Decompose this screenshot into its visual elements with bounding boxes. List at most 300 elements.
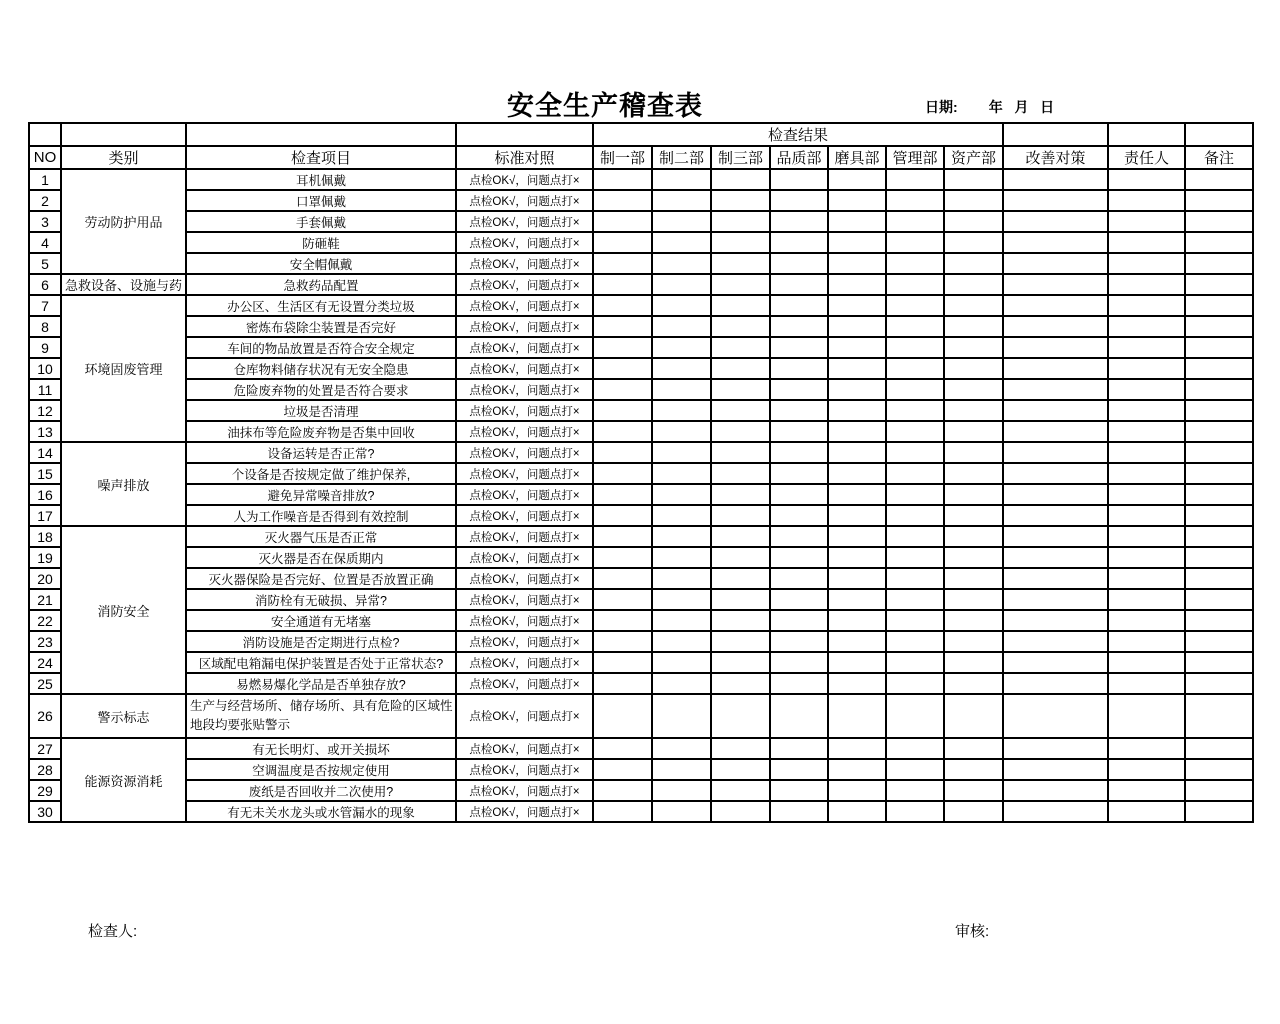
result-cell-dept-1[interactable] — [593, 421, 652, 442]
result-cell-dept-4[interactable] — [770, 421, 828, 442]
result-cell-dept-5[interactable] — [828, 738, 886, 759]
result-cell-dept-6[interactable] — [886, 337, 944, 358]
result-cell-dept-7[interactable] — [944, 484, 1003, 505]
reviewer-signature-label[interactable]: 审核: — [955, 923, 990, 940]
result-cell-dept-3[interactable] — [711, 610, 770, 631]
result-cell-dept-7[interactable] — [944, 421, 1003, 442]
result-cell-dept-4[interactable] — [770, 652, 828, 673]
result-cell-dept-6[interactable] — [886, 295, 944, 316]
result-cell-dept-7[interactable] — [944, 652, 1003, 673]
result-cell-dept-1[interactable] — [593, 316, 652, 337]
result-cell-dept-7[interactable] — [944, 358, 1003, 379]
result-cell-dept-6[interactable] — [886, 232, 944, 253]
result-cell-dept-7[interactable] — [944, 568, 1003, 589]
result-cell-dept-3[interactable] — [711, 295, 770, 316]
result-cell-dept-3[interactable] — [711, 169, 770, 190]
remark-cell[interactable] — [1185, 589, 1253, 610]
remark-cell[interactable] — [1185, 463, 1253, 484]
responsible-cell[interactable] — [1108, 652, 1185, 673]
result-cell-dept-2[interactable] — [652, 358, 711, 379]
result-cell-dept-6[interactable] — [886, 484, 944, 505]
responsible-cell[interactable] — [1108, 801, 1185, 822]
result-cell-dept-5[interactable] — [828, 295, 886, 316]
result-cell-dept-3[interactable] — [711, 337, 770, 358]
result-cell-dept-3[interactable] — [711, 759, 770, 780]
remark-cell[interactable] — [1185, 505, 1253, 526]
result-cell-dept-3[interactable] — [711, 631, 770, 652]
responsible-cell[interactable] — [1108, 694, 1185, 738]
result-cell-dept-6[interactable] — [886, 379, 944, 400]
result-cell-dept-3[interactable] — [711, 673, 770, 694]
result-cell-dept-5[interactable] — [828, 442, 886, 463]
result-cell-dept-2[interactable] — [652, 190, 711, 211]
countermeasure-cell[interactable] — [1003, 463, 1108, 484]
result-cell-dept-3[interactable] — [711, 526, 770, 547]
result-cell-dept-2[interactable] — [652, 274, 711, 295]
result-cell-dept-5[interactable] — [828, 759, 886, 780]
remark-cell[interactable] — [1185, 631, 1253, 652]
remark-cell[interactable] — [1185, 610, 1253, 631]
remark-cell[interactable] — [1185, 379, 1253, 400]
result-cell-dept-3[interactable] — [711, 652, 770, 673]
remark-cell[interactable] — [1185, 801, 1253, 822]
result-cell-dept-2[interactable] — [652, 232, 711, 253]
countermeasure-cell[interactable] — [1003, 631, 1108, 652]
result-cell-dept-1[interactable] — [593, 484, 652, 505]
result-cell-dept-7[interactable] — [944, 505, 1003, 526]
result-cell-dept-7[interactable] — [944, 673, 1003, 694]
result-cell-dept-2[interactable] — [652, 694, 711, 738]
result-cell-dept-6[interactable] — [886, 190, 944, 211]
result-cell-dept-3[interactable] — [711, 568, 770, 589]
responsible-cell[interactable] — [1108, 673, 1185, 694]
responsible-cell[interactable] — [1108, 759, 1185, 780]
result-cell-dept-7[interactable] — [944, 400, 1003, 421]
countermeasure-cell[interactable] — [1003, 211, 1108, 232]
result-cell-dept-4[interactable] — [770, 295, 828, 316]
result-cell-dept-7[interactable] — [944, 780, 1003, 801]
result-cell-dept-1[interactable] — [593, 442, 652, 463]
countermeasure-cell[interactable] — [1003, 379, 1108, 400]
remark-cell[interactable] — [1185, 316, 1253, 337]
result-cell-dept-1[interactable] — [593, 526, 652, 547]
result-cell-dept-6[interactable] — [886, 274, 944, 295]
result-cell-dept-4[interactable] — [770, 316, 828, 337]
remark-cell[interactable] — [1185, 673, 1253, 694]
responsible-cell[interactable] — [1108, 505, 1185, 526]
countermeasure-cell[interactable] — [1003, 274, 1108, 295]
result-cell-dept-2[interactable] — [652, 738, 711, 759]
responsible-cell[interactable] — [1108, 232, 1185, 253]
countermeasure-cell[interactable] — [1003, 358, 1108, 379]
result-cell-dept-4[interactable] — [770, 801, 828, 822]
result-cell-dept-7[interactable] — [944, 190, 1003, 211]
result-cell-dept-2[interactable] — [652, 316, 711, 337]
countermeasure-cell[interactable] — [1003, 801, 1108, 822]
countermeasure-cell[interactable] — [1003, 610, 1108, 631]
result-cell-dept-1[interactable] — [593, 568, 652, 589]
result-cell-dept-3[interactable] — [711, 190, 770, 211]
result-cell-dept-4[interactable] — [770, 253, 828, 274]
result-cell-dept-5[interactable] — [828, 694, 886, 738]
responsible-cell[interactable] — [1108, 631, 1185, 652]
result-cell-dept-5[interactable] — [828, 232, 886, 253]
result-cell-dept-1[interactable] — [593, 780, 652, 801]
result-cell-dept-5[interactable] — [828, 568, 886, 589]
responsible-cell[interactable] — [1108, 190, 1185, 211]
remark-cell[interactable] — [1185, 526, 1253, 547]
result-cell-dept-2[interactable] — [652, 652, 711, 673]
result-cell-dept-1[interactable] — [593, 274, 652, 295]
result-cell-dept-3[interactable] — [711, 694, 770, 738]
result-cell-dept-3[interactable] — [711, 421, 770, 442]
result-cell-dept-3[interactable] — [711, 484, 770, 505]
countermeasure-cell[interactable] — [1003, 190, 1108, 211]
result-cell-dept-7[interactable] — [944, 738, 1003, 759]
responsible-cell[interactable] — [1108, 400, 1185, 421]
result-cell-dept-4[interactable] — [770, 463, 828, 484]
countermeasure-cell[interactable] — [1003, 738, 1108, 759]
result-cell-dept-1[interactable] — [593, 337, 652, 358]
remark-cell[interactable] — [1185, 568, 1253, 589]
countermeasure-cell[interactable] — [1003, 169, 1108, 190]
result-cell-dept-3[interactable] — [711, 211, 770, 232]
result-cell-dept-3[interactable] — [711, 400, 770, 421]
result-cell-dept-1[interactable] — [593, 673, 652, 694]
result-cell-dept-2[interactable] — [652, 780, 711, 801]
result-cell-dept-1[interactable] — [593, 694, 652, 738]
result-cell-dept-5[interactable] — [828, 484, 886, 505]
result-cell-dept-4[interactable] — [770, 379, 828, 400]
result-cell-dept-2[interactable] — [652, 442, 711, 463]
countermeasure-cell[interactable] — [1003, 484, 1108, 505]
result-cell-dept-7[interactable] — [944, 610, 1003, 631]
result-cell-dept-1[interactable] — [593, 505, 652, 526]
result-cell-dept-5[interactable] — [828, 673, 886, 694]
result-cell-dept-4[interactable] — [770, 526, 828, 547]
result-cell-dept-2[interactable] — [652, 759, 711, 780]
result-cell-dept-6[interactable] — [886, 652, 944, 673]
result-cell-dept-1[interactable] — [593, 589, 652, 610]
result-cell-dept-7[interactable] — [944, 547, 1003, 568]
result-cell-dept-4[interactable] — [770, 547, 828, 568]
result-cell-dept-2[interactable] — [652, 253, 711, 274]
countermeasure-cell[interactable] — [1003, 505, 1108, 526]
result-cell-dept-7[interactable] — [944, 759, 1003, 780]
responsible-cell[interactable] — [1108, 589, 1185, 610]
responsible-cell[interactable] — [1108, 379, 1185, 400]
result-cell-dept-5[interactable] — [828, 358, 886, 379]
result-cell-dept-3[interactable] — [711, 780, 770, 801]
result-cell-dept-6[interactable] — [886, 169, 944, 190]
result-cell-dept-1[interactable] — [593, 738, 652, 759]
result-cell-dept-7[interactable] — [944, 463, 1003, 484]
result-cell-dept-1[interactable] — [593, 190, 652, 211]
countermeasure-cell[interactable] — [1003, 780, 1108, 801]
result-cell-dept-1[interactable] — [593, 379, 652, 400]
result-cell-dept-6[interactable] — [886, 568, 944, 589]
result-cell-dept-4[interactable] — [770, 232, 828, 253]
responsible-cell[interactable] — [1108, 463, 1185, 484]
result-cell-dept-5[interactable] — [828, 780, 886, 801]
countermeasure-cell[interactable] — [1003, 400, 1108, 421]
result-cell-dept-6[interactable] — [886, 211, 944, 232]
result-cell-dept-6[interactable] — [886, 421, 944, 442]
remark-cell[interactable] — [1185, 253, 1253, 274]
result-cell-dept-6[interactable] — [886, 526, 944, 547]
result-cell-dept-7[interactable] — [944, 274, 1003, 295]
result-cell-dept-5[interactable] — [828, 379, 886, 400]
countermeasure-cell[interactable] — [1003, 337, 1108, 358]
result-cell-dept-3[interactable] — [711, 358, 770, 379]
result-cell-dept-1[interactable] — [593, 232, 652, 253]
result-cell-dept-7[interactable] — [944, 211, 1003, 232]
countermeasure-cell[interactable] — [1003, 295, 1108, 316]
remark-cell[interactable] — [1185, 358, 1253, 379]
result-cell-dept-7[interactable] — [944, 169, 1003, 190]
result-cell-dept-6[interactable] — [886, 358, 944, 379]
result-cell-dept-5[interactable] — [828, 463, 886, 484]
result-cell-dept-5[interactable] — [828, 253, 886, 274]
result-cell-dept-4[interactable] — [770, 673, 828, 694]
result-cell-dept-6[interactable] — [886, 400, 944, 421]
remark-cell[interactable] — [1185, 780, 1253, 801]
result-cell-dept-6[interactable] — [886, 610, 944, 631]
result-cell-dept-2[interactable] — [652, 379, 711, 400]
responsible-cell[interactable] — [1108, 484, 1185, 505]
responsible-cell[interactable] — [1108, 547, 1185, 568]
countermeasure-cell[interactable] — [1003, 253, 1108, 274]
remark-cell[interactable] — [1185, 547, 1253, 568]
result-cell-dept-2[interactable] — [652, 400, 711, 421]
result-cell-dept-2[interactable] — [652, 295, 711, 316]
remark-cell[interactable] — [1185, 169, 1253, 190]
responsible-cell[interactable] — [1108, 526, 1185, 547]
remark-cell[interactable] — [1185, 484, 1253, 505]
result-cell-dept-5[interactable] — [828, 400, 886, 421]
result-cell-dept-5[interactable] — [828, 169, 886, 190]
responsible-cell[interactable] — [1108, 780, 1185, 801]
inspector-signature-label[interactable]: 检查人: — [88, 923, 138, 940]
result-cell-dept-3[interactable] — [711, 274, 770, 295]
result-cell-dept-4[interactable] — [770, 484, 828, 505]
countermeasure-cell[interactable] — [1003, 589, 1108, 610]
result-cell-dept-4[interactable] — [770, 442, 828, 463]
result-cell-dept-4[interactable] — [770, 610, 828, 631]
result-cell-dept-5[interactable] — [828, 801, 886, 822]
responsible-cell[interactable] — [1108, 568, 1185, 589]
result-cell-dept-4[interactable] — [770, 694, 828, 738]
remark-cell[interactable] — [1185, 759, 1253, 780]
responsible-cell[interactable] — [1108, 211, 1185, 232]
result-cell-dept-4[interactable] — [770, 505, 828, 526]
result-cell-dept-1[interactable] — [593, 253, 652, 274]
result-cell-dept-1[interactable] — [593, 295, 652, 316]
result-cell-dept-3[interactable] — [711, 442, 770, 463]
result-cell-dept-7[interactable] — [944, 801, 1003, 822]
result-cell-dept-6[interactable] — [886, 589, 944, 610]
remark-cell[interactable] — [1185, 232, 1253, 253]
result-cell-dept-4[interactable] — [770, 274, 828, 295]
result-cell-dept-2[interactable] — [652, 526, 711, 547]
result-cell-dept-4[interactable] — [770, 337, 828, 358]
result-cell-dept-6[interactable] — [886, 442, 944, 463]
result-cell-dept-7[interactable] — [944, 526, 1003, 547]
result-cell-dept-3[interactable] — [711, 379, 770, 400]
result-cell-dept-5[interactable] — [828, 316, 886, 337]
result-cell-dept-3[interactable] — [711, 801, 770, 822]
countermeasure-cell[interactable] — [1003, 694, 1108, 738]
result-cell-dept-2[interactable] — [652, 505, 711, 526]
responsible-cell[interactable] — [1108, 421, 1185, 442]
result-cell-dept-7[interactable] — [944, 295, 1003, 316]
result-cell-dept-4[interactable] — [770, 358, 828, 379]
result-cell-dept-7[interactable] — [944, 337, 1003, 358]
remark-cell[interactable] — [1185, 738, 1253, 759]
result-cell-dept-6[interactable] — [886, 253, 944, 274]
result-cell-dept-2[interactable] — [652, 610, 711, 631]
responsible-cell[interactable] — [1108, 610, 1185, 631]
result-cell-dept-1[interactable] — [593, 547, 652, 568]
result-cell-dept-2[interactable] — [652, 547, 711, 568]
countermeasure-cell[interactable] — [1003, 232, 1108, 253]
result-cell-dept-6[interactable] — [886, 547, 944, 568]
result-cell-dept-5[interactable] — [828, 337, 886, 358]
result-cell-dept-6[interactable] — [886, 505, 944, 526]
result-cell-dept-2[interactable] — [652, 589, 711, 610]
result-cell-dept-5[interactable] — [828, 211, 886, 232]
result-cell-dept-1[interactable] — [593, 610, 652, 631]
remark-cell[interactable] — [1185, 421, 1253, 442]
result-cell-dept-7[interactable] — [944, 694, 1003, 738]
result-cell-dept-5[interactable] — [828, 526, 886, 547]
result-cell-dept-3[interactable] — [711, 232, 770, 253]
result-cell-dept-4[interactable] — [770, 738, 828, 759]
result-cell-dept-4[interactable] — [770, 211, 828, 232]
countermeasure-cell[interactable] — [1003, 421, 1108, 442]
result-cell-dept-4[interactable] — [770, 568, 828, 589]
result-cell-dept-6[interactable] — [886, 316, 944, 337]
result-cell-dept-4[interactable] — [770, 759, 828, 780]
remark-cell[interactable] — [1185, 400, 1253, 421]
countermeasure-cell[interactable] — [1003, 652, 1108, 673]
result-cell-dept-4[interactable] — [770, 631, 828, 652]
responsible-cell[interactable] — [1108, 169, 1185, 190]
countermeasure-cell[interactable] — [1003, 568, 1108, 589]
result-cell-dept-1[interactable] — [593, 358, 652, 379]
result-cell-dept-5[interactable] — [828, 505, 886, 526]
result-cell-dept-2[interactable] — [652, 421, 711, 442]
result-cell-dept-2[interactable] — [652, 337, 711, 358]
result-cell-dept-5[interactable] — [828, 274, 886, 295]
remark-cell[interactable] — [1185, 652, 1253, 673]
result-cell-dept-1[interactable] — [593, 169, 652, 190]
result-cell-dept-6[interactable] — [886, 759, 944, 780]
result-cell-dept-1[interactable] — [593, 463, 652, 484]
result-cell-dept-5[interactable] — [828, 631, 886, 652]
result-cell-dept-2[interactable] — [652, 568, 711, 589]
remark-cell[interactable] — [1185, 274, 1253, 295]
result-cell-dept-7[interactable] — [944, 379, 1003, 400]
result-cell-dept-2[interactable] — [652, 463, 711, 484]
result-cell-dept-5[interactable] — [828, 610, 886, 631]
countermeasure-cell[interactable] — [1003, 316, 1108, 337]
result-cell-dept-3[interactable] — [711, 463, 770, 484]
remark-cell[interactable] — [1185, 442, 1253, 463]
date-field[interactable]: 日期: 年 月 日 — [925, 99, 1055, 115]
result-cell-dept-1[interactable] — [593, 759, 652, 780]
result-cell-dept-1[interactable] — [593, 631, 652, 652]
result-cell-dept-3[interactable] — [711, 589, 770, 610]
result-cell-dept-2[interactable] — [652, 673, 711, 694]
result-cell-dept-5[interactable] — [828, 652, 886, 673]
result-cell-dept-5[interactable] — [828, 190, 886, 211]
result-cell-dept-6[interactable] — [886, 738, 944, 759]
result-cell-dept-1[interactable] — [593, 652, 652, 673]
result-cell-dept-2[interactable] — [652, 211, 711, 232]
remark-cell[interactable] — [1185, 694, 1253, 738]
result-cell-dept-2[interactable] — [652, 631, 711, 652]
responsible-cell[interactable] — [1108, 295, 1185, 316]
result-cell-dept-4[interactable] — [770, 169, 828, 190]
result-cell-dept-5[interactable] — [828, 547, 886, 568]
countermeasure-cell[interactable] — [1003, 526, 1108, 547]
result-cell-dept-7[interactable] — [944, 589, 1003, 610]
result-cell-dept-2[interactable] — [652, 169, 711, 190]
responsible-cell[interactable] — [1108, 358, 1185, 379]
result-cell-dept-1[interactable] — [593, 801, 652, 822]
result-cell-dept-2[interactable] — [652, 801, 711, 822]
result-cell-dept-3[interactable] — [711, 547, 770, 568]
responsible-cell[interactable] — [1108, 316, 1185, 337]
remark-cell[interactable] — [1185, 295, 1253, 316]
result-cell-dept-5[interactable] — [828, 589, 886, 610]
result-cell-dept-6[interactable] — [886, 801, 944, 822]
countermeasure-cell[interactable] — [1003, 442, 1108, 463]
responsible-cell[interactable] — [1108, 274, 1185, 295]
result-cell-dept-4[interactable] — [770, 190, 828, 211]
result-cell-dept-7[interactable] — [944, 232, 1003, 253]
responsible-cell[interactable] — [1108, 253, 1185, 274]
result-cell-dept-4[interactable] — [770, 589, 828, 610]
remark-cell[interactable] — [1185, 337, 1253, 358]
result-cell-dept-6[interactable] — [886, 673, 944, 694]
countermeasure-cell[interactable] — [1003, 547, 1108, 568]
result-cell-dept-6[interactable] — [886, 694, 944, 738]
result-cell-dept-4[interactable] — [770, 400, 828, 421]
result-cell-dept-6[interactable] — [886, 463, 944, 484]
result-cell-dept-5[interactable] — [828, 421, 886, 442]
result-cell-dept-3[interactable] — [711, 738, 770, 759]
remark-cell[interactable] — [1185, 211, 1253, 232]
result-cell-dept-6[interactable] — [886, 780, 944, 801]
result-cell-dept-7[interactable] — [944, 442, 1003, 463]
countermeasure-cell[interactable] — [1003, 759, 1108, 780]
result-cell-dept-7[interactable] — [944, 253, 1003, 274]
result-cell-dept-7[interactable] — [944, 631, 1003, 652]
result-cell-dept-1[interactable] — [593, 400, 652, 421]
result-cell-dept-4[interactable] — [770, 780, 828, 801]
result-cell-dept-3[interactable] — [711, 316, 770, 337]
result-cell-dept-7[interactable] — [944, 316, 1003, 337]
result-cell-dept-3[interactable] — [711, 505, 770, 526]
responsible-cell[interactable] — [1108, 337, 1185, 358]
result-cell-dept-1[interactable] — [593, 211, 652, 232]
result-cell-dept-2[interactable] — [652, 484, 711, 505]
remark-cell[interactable] — [1185, 190, 1253, 211]
countermeasure-cell[interactable] — [1003, 673, 1108, 694]
responsible-cell[interactable] — [1108, 738, 1185, 759]
